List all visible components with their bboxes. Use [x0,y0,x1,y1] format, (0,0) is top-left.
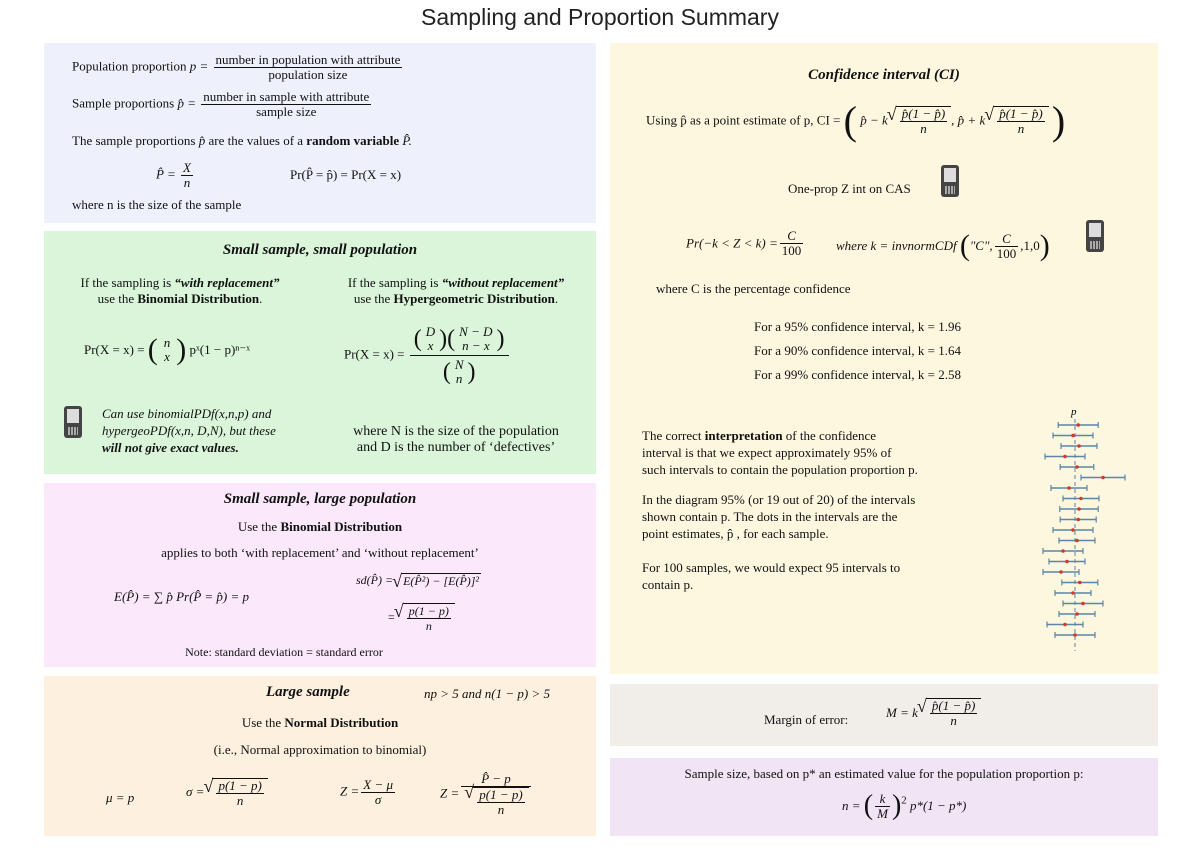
point-estimate-dot [1071,591,1075,595]
with-replacement-text: If the sampling is “with replacement” use the Binomial Distribution. [80,275,280,306]
binomial-formula: Pr(X = x) = ( n x ) pˣ(1 − p)ⁿ⁻ˣ [84,333,250,366]
ci-interval [1051,485,1087,491]
calculator-icon [64,406,82,438]
hypergeometric-formula: Pr(X = x) = ( D x )( N − D n − x ) ( N n ) [344,323,511,386]
confidence-interval-panel [610,43,1158,674]
intro-panel [44,43,596,223]
sample-size-text: Sample size, based on p* an estimated value for the population proportion p: [684,766,1084,781]
z-score-formula: Z = $\frac{X - \mu}{\sigma}$ [340,777,394,807]
expectation-formula: E(P̂) = ∑ p̂ Pr(P̂ = p̂) = p [114,589,249,604]
ci-interval [1059,538,1095,544]
k-90: For a 90% confidence interval, k = 1.64 [754,343,961,358]
percentage-confidence-note: where C is the percentage confidence [656,281,851,296]
point-estimate-dot [1073,633,1077,637]
page-title: Sampling and Proportion Summary [421,4,779,30]
ci-interval [1060,464,1094,470]
use-binomial-text: Use the Binomial Distribution [237,519,403,534]
section-heading: Large sample [266,684,350,700]
point-estimate-dot [1067,486,1071,490]
sample-proportion: Sample proportions p̂ = $\frac{\text{number in sample with attribute}}{\text{sample size}}$ [72,89,370,119]
ci-interval [1053,433,1093,439]
point-estimate-dot [1079,497,1083,501]
section-heading: Small sample, small population [222,242,418,258]
small-sample-small-population-panel [44,231,596,474]
point-estimate-dot [1076,518,1080,522]
probability-equality: Pr(P̂ = p̂) = Pr(X = x) [290,167,402,182]
point-estimate-dot [1063,623,1067,627]
ci-interval [1081,475,1125,481]
point-estimate-dot [1075,539,1079,543]
ci-interval [1061,443,1097,449]
point-estimate-dot [1075,612,1079,616]
sigma-formula: σ = √ $\frac{p(1 - p)}{n}$ [186,778,268,808]
point-estimate-dot [1081,602,1085,606]
ci-interval [1043,569,1079,575]
invnorm-formula: where k = invnormCDf ("C", $\frac{C}{100}$ ,1,0) [836,229,1050,262]
cas-note: Can use binomialPDf(x,n,p) and hypergeoPDf(x,n, D,N), but these will not give exact values. [102,406,276,455]
section-heading: Small sample, large population [223,491,417,507]
ci-interval [1060,517,1096,523]
use-normal-text: Use the Normal Distribution [241,715,399,730]
phat-formula: P̂ = $\frac{X}{n}$ [156,160,191,190]
point-estimate-dot [1059,570,1063,574]
population-note: where N is the size of the population and D is the number of ‘defectives’ [353,424,559,455]
point-estimate-dot [1077,507,1081,511]
ci-interval [1062,580,1098,586]
k-95: For a 95% confidence interval, k = 1.96 [754,319,961,334]
point-estimate-dot [1075,465,1079,469]
point-estimate-dot [1071,434,1075,438]
random-variable-text: The sample proportions p̂ are the values of a random variable P̂. [72,133,412,148]
ci-formula: Using p̂ as a point estimate of p, CI = ( p̂ − k √ $\frac{p̂(1 - p̂)}{n}$ , p̂ + k √ $\frac{p̂(1 - p̂)}{n}$ ) [646,97,1065,144]
ci-interval [1063,496,1099,502]
diagram-p-label: p [1071,406,1077,418]
large-sample-condition: np > 5 and n(1 − p) > 5 [424,686,550,701]
approximation-note: (i.e., Normal approximation to binomial) [213,742,427,757]
section-heading: Confidence interval (CI) [808,67,960,83]
ci-interval [1055,590,1091,596]
margin-of-error-label: Margin of error: [764,712,849,727]
ci-interval [1043,548,1083,554]
small-sample-large-population-panel [44,483,596,667]
large-sample-panel [44,676,596,836]
hundred-samples-note: For 100 samples, we would expect 95 intervals to contain p. [642,560,901,592]
without-replacement-text: If the sampling is “without replacement” use the Hypergeometric Distribution. [347,275,565,306]
ci-interval [1053,527,1093,533]
ci-interval [1049,559,1085,565]
sample-size-panel [610,758,1158,836]
ci-interval [1045,454,1085,460]
margin-of-error-panel [610,684,1158,746]
point-estimate-dot [1061,549,1065,553]
probability-k-formula: Pr(−k < Z < k) = $\frac{C}{100}$ [686,228,802,258]
z-proportion-formula: Z = P̂ − p √ $\frac{p(1 - p)}{n}$ [440,772,533,817]
point-estimate-dot [1063,455,1067,459]
ci-interval [1059,611,1095,617]
sample-size-note: where n is the size of the sample [72,197,242,212]
point-estimate-dot [1077,444,1081,448]
mean-formula: μ = p [106,790,135,805]
point-estimate-dot [1065,560,1069,564]
calculator-icon [941,165,959,197]
k-99: For a 99% confidence interval, k = 2.58 [754,367,961,382]
cas-instruction: One-prop Z int on CAS [788,181,911,196]
interpretation-text: The correct interpretation of the confidence interval is that we expect approximately 95% of such intervals to contain the population proportion p. [642,428,918,477]
point-estimate-dot [1078,581,1082,585]
applies-text: applies to both ‘with replacement’ and ‘without replacement’ [161,545,479,560]
margin-of-error-formula: M = k √ $\frac{p̂(1 - p̂)}{n}$ [886,698,981,728]
diagram-description: In the diagram 95% (or 19 out of 20) of the intervals shown contain p. The dots in the intervals are the point estimates, p̂ , for each sample. [642,492,916,541]
standard-deviation-formula: sd(P̂) =√ E(P̂²) − [E(P̂)]² [356,573,481,589]
ci-interval [1060,506,1098,512]
calculator-icon [1086,220,1104,252]
ci-interval [1047,622,1083,628]
point-estimate-dot [1071,528,1075,532]
ci-diagram [1020,403,1130,653]
sd-note: Note: standard deviation = standard error [185,645,383,659]
sample-size-formula: n = ( $\frac{k}{M}$ )$^2$ p*(1 − p*) [842,790,967,821]
point-estimate-dot [1101,476,1105,480]
ci-interval [1063,601,1103,607]
population-proportion: Population proportion p = $\frac{\text{number in population with attribute}}{\text{population size}}$ [72,52,401,82]
point-estimate-dot [1076,423,1080,427]
standard-deviation-simplified: = √ $\frac{p(1 - p)}{n}$ [388,603,455,633]
ci-interval [1058,422,1098,428]
